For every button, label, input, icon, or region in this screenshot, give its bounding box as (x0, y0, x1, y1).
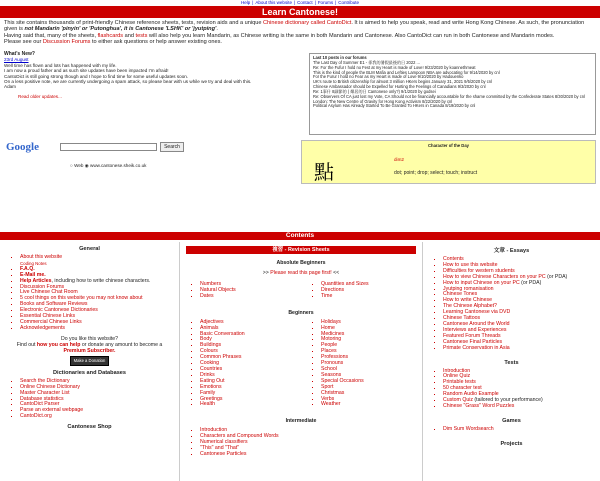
contents-bar: Contents (0, 232, 600, 240)
list-item[interactable]: ▪ About this website (20, 255, 179, 261)
forum-post-link[interactable]: Re: Observers Of CA just lost my Vote, CA Should not be financially accountable for the shame committed by the Confederate States 8/30/2020 by cnl (313, 93, 585, 99)
radio-web-label: Web (74, 163, 84, 168)
forum-posts-box (309, 53, 596, 135)
list-item[interactable]: ▪ CantoDict.org (20, 414, 179, 420)
list-item[interactable]: ▪ Database statistics (20, 397, 179, 403)
revision-column (180, 242, 423, 481)
list-item[interactable]: ▪ Dates (200, 294, 301, 300)
essays-column (423, 242, 600, 481)
donate-question: Do you like this website? (60, 335, 119, 342)
intro-p2b: and (123, 32, 136, 39)
list-item[interactable]: ▪ Parse an external webpage (20, 408, 179, 414)
list-item[interactable]: ▪ Places (321, 349, 422, 355)
list-item[interactable]: ▪ Custom Quiz (tailored to your performance) (443, 398, 600, 404)
essays-heading: 文章 - Essays (493, 248, 530, 254)
list-item[interactable]: ▪ Master Character List (20, 391, 179, 397)
intro-emphasis: not Mandarin 'pinyin' or 'Putonghua', it is Cantonese 'LSHK' or 'jyutping' (24, 26, 217, 33)
list-item[interactable]: ▪ Contents (443, 257, 600, 263)
intermediate-heading: Intermediate (285, 418, 317, 425)
revision-sheets-bar: 複習 - Revision Sheets (186, 246, 416, 254)
list-item[interactable]: ▪ Quantities and Sizes (321, 282, 422, 288)
forum-post-link[interactable]: Chinese Ambassador should be Expelled for Hurting the Feelings of Canadians 9/3/2020 by cnl (313, 84, 486, 90)
intro-p3a: Please see our (4, 38, 43, 45)
list-item[interactable]: ▪ Jyutping romanisation (443, 287, 600, 293)
list-item[interactable]: ▪ Numerical classifiers (200, 440, 422, 446)
whats-new-heading: What's New? (4, 51, 35, 57)
list-item[interactable]: ▪ Acknowledgements (20, 326, 179, 332)
list-item[interactable]: ▪ How to view Chinese Characters on your PC (or PDA) (443, 275, 600, 281)
list-item[interactable]: ▪ Common Phrases (200, 355, 301, 361)
google-logo: Google (6, 141, 39, 153)
list-item[interactable]: ▪ Chinese "Grass" Word Puzzles (443, 404, 600, 410)
list-item[interactable]: ▪ 50 character test (443, 386, 600, 392)
radio-site-label: www.cantonese.sheik.co.uk (90, 163, 147, 168)
list-item[interactable]: ▪ People (321, 343, 422, 349)
page-title: Learn Cantonese! (0, 6, 600, 18)
forums-link[interactable]: Discussion Forums (42, 38, 91, 45)
list-item[interactable]: ▪ Introduction (443, 369, 600, 375)
intro-text: This site contains thousands of print-friendly Chinese reference sheets, tests, revision aids and a unique Chinese dictionary called CantoDict. It is aimed to help you speak, read and write Hong Kong Chinese. As such, the pronunciation given is not Mandarin 'pinyin' or 'Putonghua', it is Cantonese 'LSHK' or 'jyutping'. Having said that, many of the sheets, flashcards and tests will also help you learn Mandarin, as Chinese writing is the same in both Mandarin and Cantonese. Also CantoDict can run in both Cantonese and Mandarin modes. Please see our Discussion Forums to either ask questions or help answer existing ones. (4, 20, 585, 45)
list-item[interactable]: ▪ Featured Forum Threads (443, 334, 600, 340)
read-first-link[interactable]: Please read this page first! (270, 270, 332, 276)
list-item[interactable]: ▪ Buildings (200, 343, 301, 349)
donate-text-a: Find out (16, 341, 37, 348)
dictionaries-heading: Dictionaries and Databases (52, 369, 127, 376)
list-item[interactable]: ▪ Colours (200, 349, 301, 355)
list-item[interactable]: ▪ Cooking (200, 361, 301, 367)
flashcards-link[interactable]: flashcards (97, 32, 124, 39)
list-item[interactable]: ▪ Online Quiz (443, 374, 600, 380)
list-item[interactable]: ▪ School (321, 367, 422, 373)
donate-button[interactable]: Make a Donation (70, 356, 110, 366)
general-list (0, 255, 179, 332)
forum-post-link[interactable]: For the Furur I hold no Fear as my Heart is made of Love 9/10/2020 by Hadouenko (313, 74, 464, 80)
search-input[interactable] (60, 143, 157, 151)
list-item[interactable]: ▪ Primate Conservation in Asia (443, 346, 600, 352)
list-item[interactable]: ▪ Holidays (321, 320, 422, 326)
forum-post-link[interactable]: This is the kind of people the BLM Mafia and Lefties Lampoon NBA are advocating for 9/14/2020 by cnl (313, 69, 500, 75)
list-item[interactable]: Coding Notes (20, 260, 47, 266)
whats-new-line: Well time has flown and lots has happened with my life. (4, 62, 117, 68)
list-item[interactable]: ▪ F.A.Q. (20, 267, 179, 273)
forum-post-link[interactable]: Political Asylum Has Already Started To Be Granted To HKers in Canada 8/19/2020 by cnl (313, 103, 476, 109)
intro-p2a: Having said that, many of the sheets, (4, 32, 98, 39)
forum-heading: Last 10 posts in our forums (313, 55, 367, 60)
list-item[interactable]: ▪ Christmas (321, 391, 422, 397)
list-item[interactable]: ▪ E-Mail me. (20, 273, 179, 279)
list-item[interactable]: ▪ Commercial Chinese Links (20, 320, 179, 326)
list-item[interactable]: ▪ Printable tests (443, 380, 600, 386)
list-item[interactable]: ▪ Seasons (321, 373, 422, 379)
how-you-can-help-link[interactable]: how you can help (36, 341, 81, 348)
list-item[interactable]: ▪ Books and Software Reviews (20, 302, 179, 308)
essays-list (423, 257, 600, 352)
list-item[interactable]: ▪ Adjectives (200, 320, 301, 326)
list-item[interactable]: ▪ Sport (321, 385, 422, 391)
list-item[interactable]: ▪ "This" and "That" (200, 446, 422, 452)
list-item[interactable]: ▪ How to use this website (443, 263, 600, 269)
list-item[interactable]: ▪ Emotions (200, 385, 301, 391)
forum-post-link[interactable]: UK's route to British citizenship for almost 3 million HKers begins January 31, 2021 9/5/2020 by cnl (313, 79, 492, 85)
list-item[interactable]: ▪ Dim Sum Wordsearch (443, 427, 600, 433)
games-list (423, 427, 600, 433)
absolute-beginners-heading: Absolute Beginners (276, 260, 326, 266)
beginner-lists (180, 320, 422, 409)
search-button[interactable]: Search (160, 142, 184, 152)
intro-p2c: will also help you learn Mandarin, as Chinese writing is the same in both Mandarin and Cantonese. Also CantoDict can run in both Cantonese and Mandarin modes. (147, 32, 555, 39)
projects-heading: Projects (500, 440, 523, 447)
whats-new-date: 23rd August (4, 57, 29, 63)
whats-new-line: CantoDict is still going strong though and I hope to find time for some useful updates soon. (4, 73, 189, 79)
list-item[interactable]: ▪ Health (200, 402, 301, 408)
whats-new (4, 52, 294, 99)
list-item[interactable]: ▪ Help Articles, including how to write chinese characters. (20, 279, 179, 285)
list-item[interactable]: ▪ Online Chinese Dictionary (20, 385, 179, 391)
list-item[interactable]: ▪ Family (200, 391, 301, 397)
radio-web[interactable]: ○ (70, 163, 73, 168)
list-item[interactable]: ▪ Numbers (200, 282, 301, 288)
list-item[interactable]: ▪ Greetings (200, 397, 301, 403)
list-item[interactable]: ▪ Time (321, 294, 422, 300)
nav-about[interactable]: About this website (255, 0, 292, 5)
read-older-updates-link[interactable]: Read older updates... (18, 93, 62, 99)
list-item[interactable]: ▪ Difficulties for western students (443, 269, 600, 275)
donate-text-b: or donate any amount to become a (80, 341, 163, 348)
whats-new-line: Adam (4, 84, 17, 90)
nav-help[interactable]: Help (240, 0, 251, 5)
list-item[interactable]: ▪ How to write Chinese (443, 298, 600, 304)
list-item[interactable]: ▪ Drinks (200, 373, 301, 379)
general-heading: General (79, 246, 100, 252)
dictionaries-list (0, 379, 179, 420)
character-of-the-day (301, 140, 596, 184)
shop-heading: Cantonese Shop (67, 424, 112, 431)
list-item[interactable]: ▪ Cantonese Final Particles (443, 340, 600, 346)
list-item[interactable]: ▪ Electronic Cantonese Dictionaries (20, 308, 179, 314)
search-scope (70, 163, 146, 169)
list-item[interactable]: ▪ Learning Cantonese via DVD (443, 310, 600, 316)
list-item[interactable]: ▪ How to input Chinese on your PC (or PDA) (443, 281, 600, 287)
tests-heading: Tests (504, 359, 519, 366)
tests-link[interactable]: tests (135, 32, 148, 39)
list-item[interactable]: ▪ Medicines (321, 332, 422, 338)
list-item[interactable]: ▪ Interviews and Experiences (443, 328, 600, 334)
list-item[interactable]: ▪ Basic Conversation (200, 332, 301, 338)
list-item[interactable]: ▪ Weather (321, 402, 422, 408)
list-item[interactable]: ▪ Live Chinese Chat Room (20, 290, 179, 296)
premium-subscriber-link[interactable]: Premium Subscriber. (63, 347, 116, 354)
intro-p1b: . It is aimed to help you speak, read and write Hong Kong Chinese. As such, the pronunciation given is (4, 20, 585, 33)
forum-post-link[interactable]: London: The New Centre of Gravity for Hong Kong Activism 8/22/2020 by cnl (313, 98, 453, 104)
intro-p3b: to either ask questions or help answer existing ones. (90, 38, 222, 45)
list-item[interactable]: ▪ Home (321, 326, 422, 332)
list-item[interactable]: ▪ Chinese Tattoos (443, 316, 600, 322)
top-nav: Help | About this website | Contact | Forums | Contribute (240, 0, 360, 5)
tests-list (423, 369, 600, 410)
intermediate-list (180, 428, 422, 458)
forum-post-link[interactable]: Re: For the Fufur I hold no Fest at my Heart is made of Love! 9/23/2020 by koannethmeat (313, 64, 476, 70)
list-item[interactable]: ▪ Essential Chinese Links (20, 314, 179, 320)
list-item[interactable]: ▪ CantoDict Parser (20, 402, 179, 408)
whats-new-line: I am now a proud father and as such site updates have been impacted I'm afraid! (4, 68, 169, 74)
abs-note: >> Please read this page first! << (262, 270, 340, 276)
list-item[interactable]: ▪ Cantonese Around the World (443, 322, 600, 328)
list-item[interactable]: ▪ Cantonese Particles (200, 452, 422, 458)
nav-contribute[interactable]: Contribute (338, 0, 360, 5)
list-item[interactable]: ▪ Chinese Tones (443, 292, 600, 298)
list-item[interactable]: ▪ The Chinese Alphabet? (443, 304, 600, 310)
charday-meaning: dot; point; drop; select; touch; instruct (394, 170, 478, 176)
list-item[interactable]: ▪ Random Audio Example (443, 392, 600, 398)
charday-jyutping: dim2 (394, 157, 404, 162)
list-item[interactable]: ▪ Animals (200, 326, 301, 332)
list-item[interactable]: ▪ Natural Objects (200, 288, 301, 294)
list-item[interactable]: ▪ Eating Out (200, 379, 301, 385)
list-item[interactable]: ▪ Body (200, 337, 301, 343)
list-item[interactable]: ▪ Verbs (321, 397, 422, 403)
list-item[interactable]: ▪ 5 cool things on this website you may not know about (20, 296, 179, 302)
list-item[interactable]: ▪ Introduction (200, 428, 422, 434)
list-item[interactable]: ▪ Special Occasions (321, 379, 422, 385)
games-heading: Games (502, 417, 521, 424)
list-item[interactable]: ▪ Professions (321, 355, 422, 361)
forum-post-link[interactable]: Re: 1事什 8細節的 ( 鄰居的日 Cantonese only?) 9/1/2020 by godsei (313, 88, 436, 94)
charday-character[interactable]: 點 (314, 160, 334, 184)
list-item[interactable]: ▪ Pronouns (321, 361, 422, 367)
list-item[interactable]: ▪ Characters and Compound Words (200, 434, 422, 440)
list-item[interactable]: ▪ Discussion Forums (20, 285, 179, 291)
donate-panel (0, 336, 179, 366)
list-item[interactable]: ▪ Search the Dictionary (20, 379, 179, 385)
list-item[interactable]: ▪ Directions (321, 288, 422, 294)
list-item[interactable]: ▪ Motoring (321, 337, 422, 343)
list-item[interactable]: ▪ Countries (200, 367, 301, 373)
intro-p1a: This site contains thousands of print-friendly Chinese reference sheets, tests, revision aids and a unique (4, 20, 264, 26)
general-column (0, 242, 180, 481)
whats-new-line: On a less positive note, we are currently undergoing a spam attack, so please bear with us while we try and deal with this. (4, 79, 252, 85)
radio-site[interactable]: ◉ (84, 163, 89, 168)
charday-heading: Character of the Day (428, 143, 469, 148)
beginners-heading: Beginners (288, 309, 314, 316)
nav-contact[interactable]: Contact (297, 0, 313, 5)
cantodict-link[interactable]: Chinese dictionary called CantoDict (263, 20, 352, 26)
nav-forums[interactable]: Forums (317, 0, 334, 5)
abs-lists (180, 282, 422, 300)
forum-post-link[interactable]: The Last Day of Summer E1 - 係我的暑假最後的日 2022 ... (313, 59, 420, 65)
